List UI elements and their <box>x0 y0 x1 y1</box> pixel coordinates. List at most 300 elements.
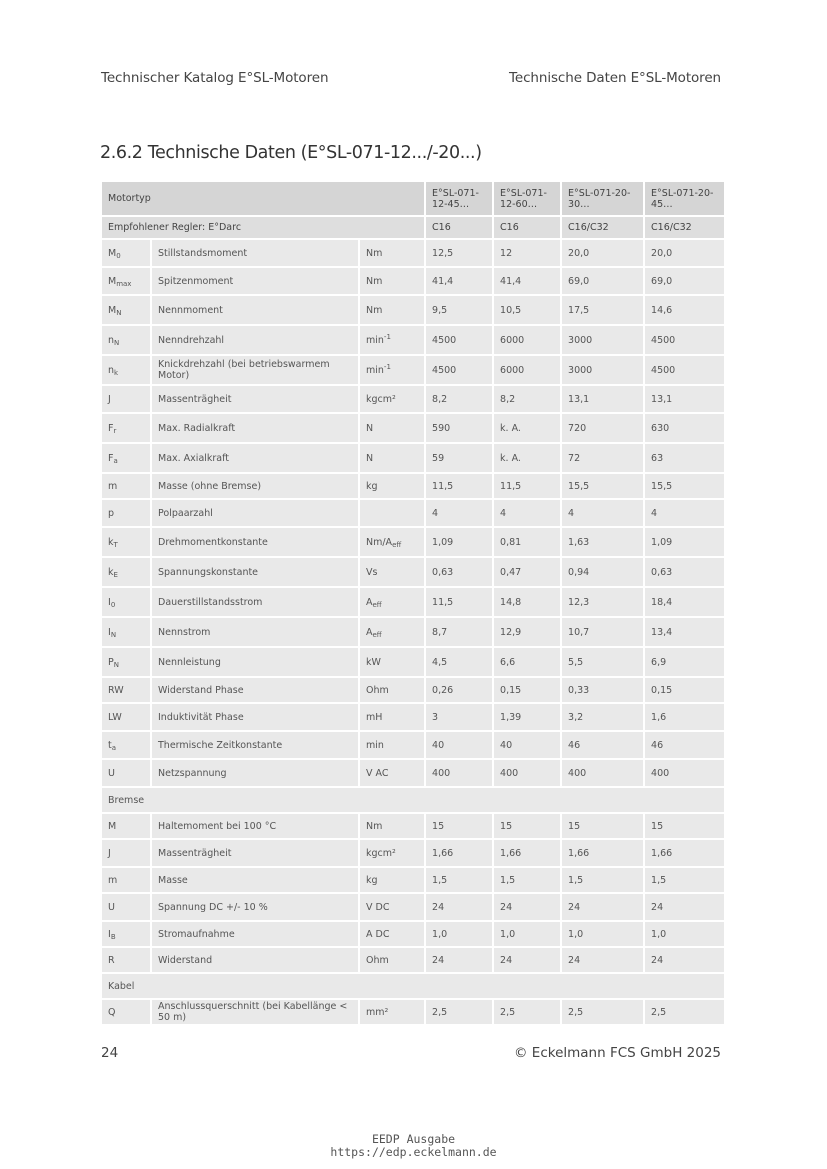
unit: kgcm² <box>366 393 396 405</box>
parameter-name: Max. Axialkraft <box>151 443 359 473</box>
symbol-cell <box>101 647 151 677</box>
unit-cell <box>359 617 425 647</box>
unit-subscript: eff <box>372 600 382 609</box>
symbol: M <box>108 820 117 832</box>
parameter-name: Spannungskonstante <box>151 557 359 587</box>
value-cell: 0,63 <box>644 557 725 587</box>
symbol: t <box>108 739 112 751</box>
table-row <box>101 703 725 731</box>
value-cell: 24 <box>493 893 561 921</box>
parameter-name: Massenträgheit <box>151 385 359 413</box>
symbol-subscript: max <box>116 279 132 288</box>
value-cell: 15,5 <box>644 473 725 499</box>
parameter-name: Thermische Zeitkonstante <box>151 731 359 759</box>
parameter-name: Dauerstillstandsstrom <box>151 587 359 617</box>
symbol-cell <box>101 557 151 587</box>
symbol-cell <box>101 839 151 867</box>
value-cell: 40 <box>425 731 493 759</box>
symbol-cell <box>101 355 151 385</box>
unit: A DC <box>366 928 390 940</box>
value-cell: 41,4 <box>425 267 493 295</box>
unit: Nm <box>366 304 383 316</box>
symbol-cell <box>101 473 151 499</box>
unit-cell <box>359 867 425 893</box>
unit-cell <box>359 731 425 759</box>
symbol-cell <box>101 385 151 413</box>
parameter-name: Nennstrom <box>151 617 359 647</box>
unit: kg <box>366 480 378 492</box>
value-cell: 15,5 <box>561 473 644 499</box>
symbol: RW <box>108 684 124 696</box>
value-cell: 1,66 <box>425 839 493 867</box>
symbol-cell <box>101 239 151 267</box>
value-cell: 24 <box>425 893 493 921</box>
unit: mm² <box>366 1006 389 1018</box>
unit-cell <box>359 893 425 921</box>
value-cell: 400 <box>644 759 725 787</box>
value-cell: 41,4 <box>493 267 561 295</box>
symbol-subscript: T <box>113 540 118 549</box>
unit: N <box>366 422 374 434</box>
symbol-cell <box>101 617 151 647</box>
unit-cell <box>359 947 425 973</box>
value-cell: 6000 <box>493 355 561 385</box>
value-cell: 400 <box>493 759 561 787</box>
symbol: F <box>108 422 114 434</box>
unit-subscript: eff <box>392 540 402 549</box>
value-cell: 18,4 <box>644 587 725 617</box>
symbol: p <box>108 507 115 519</box>
value-cell: 1,66 <box>493 839 561 867</box>
table-row <box>101 867 725 893</box>
value-cell: 15 <box>561 813 644 839</box>
unit-cell <box>359 295 425 325</box>
value-cell: 1,0 <box>561 921 644 947</box>
header-right: Technische Daten E°SL-Motoren <box>509 70 721 86</box>
unit: Ohm <box>366 684 389 696</box>
value-cell: 2,5 <box>425 999 493 1025</box>
symbol-cell <box>101 703 151 731</box>
table-header-row <box>101 181 725 216</box>
value-cell: 11,5 <box>425 587 493 617</box>
value-cell: k. A. <box>493 443 561 473</box>
value-cell: 1,5 <box>644 867 725 893</box>
header-left: Technischer Katalog E°SL-Motoren <box>101 70 329 86</box>
unit-cell <box>359 647 425 677</box>
parameter-name: Drehmomentkonstante <box>151 527 359 557</box>
value-cell: 0,26 <box>425 677 493 703</box>
value-cell: 72 <box>561 443 644 473</box>
value-cell: 8,7 <box>425 617 493 647</box>
value-cell: 6,6 <box>493 647 561 677</box>
symbol-subscript: a <box>113 456 118 465</box>
value-cell: 3000 <box>561 325 644 355</box>
unit-cell <box>359 759 425 787</box>
value-cell: 46 <box>561 731 644 759</box>
parameter-name: Anschlussquerschnitt (bei Kabellänge < 50 m) <box>151 999 359 1025</box>
parameter-name: Knickdrehzahl (bei betriebswarmem Motor) <box>151 355 359 385</box>
value-cell: 1,63 <box>561 527 644 557</box>
value-cell: 8,2 <box>493 385 561 413</box>
parameter-name: Widerstand Phase <box>151 677 359 703</box>
symbol-cell <box>101 587 151 617</box>
symbol-cell <box>101 499 151 527</box>
table-row <box>101 413 725 443</box>
value-cell: 9,5 <box>425 295 493 325</box>
table-row <box>101 239 725 267</box>
symbol: J <box>108 847 111 859</box>
symbol-cell <box>101 295 151 325</box>
parameter-name: Polpaarzahl <box>151 499 359 527</box>
symbol-cell <box>101 325 151 355</box>
value-cell: 59 <box>425 443 493 473</box>
value-cell: 69,0 <box>644 267 725 295</box>
value-cell: 69,0 <box>561 267 644 295</box>
value-cell: 11,5 <box>425 473 493 499</box>
parameter-name: Nennmoment <box>151 295 359 325</box>
value-cell: 10,7 <box>561 617 644 647</box>
table-row <box>101 839 725 867</box>
section-label: Bremse <box>101 787 725 813</box>
value-cell: 4500 <box>425 355 493 385</box>
unit-cell <box>359 921 425 947</box>
symbol-subscript: N <box>114 338 120 347</box>
value-cell: 0,81 <box>493 527 561 557</box>
symbol: I <box>108 626 111 638</box>
symbol: LW <box>108 711 122 723</box>
symbol-subscript: B <box>110 932 116 941</box>
table-row <box>101 385 725 413</box>
unit-cell <box>359 527 425 557</box>
parameter-name: Massenträgheit <box>151 839 359 867</box>
value-cell: 20,0 <box>644 239 725 267</box>
unit: kgcm² <box>366 847 396 859</box>
regler-value: C16/C32 <box>561 216 644 239</box>
value-cell: 4,5 <box>425 647 493 677</box>
value-cell: 590 <box>425 413 493 443</box>
symbol: M <box>108 275 117 287</box>
table-row <box>101 267 725 295</box>
value-cell: 11,5 <box>493 473 561 499</box>
parameter-name: Spannung DC +/- 10 % <box>151 893 359 921</box>
symbol-cell <box>101 947 151 973</box>
symbol-cell <box>101 267 151 295</box>
unit-cell <box>359 413 425 443</box>
parameter-name: Widerstand <box>151 947 359 973</box>
table-row <box>101 557 725 587</box>
unit-cell <box>359 239 425 267</box>
parameter-name: Nenndrehzahl <box>151 325 359 355</box>
value-cell: 6000 <box>493 325 561 355</box>
symbol-cell <box>101 413 151 443</box>
value-cell: 1,09 <box>425 527 493 557</box>
value-cell: 24 <box>493 947 561 973</box>
unit-cell <box>359 473 425 499</box>
unit-cell <box>359 703 425 731</box>
unit: A <box>366 626 373 638</box>
parameter-name: Induktivität Phase <box>151 703 359 731</box>
unit-cell <box>359 443 425 473</box>
parameter-name: Max. Radialkraft <box>151 413 359 443</box>
table-row <box>101 325 725 355</box>
value-cell: 24 <box>425 947 493 973</box>
unit: N <box>366 452 374 464</box>
column-header: E°SL-071-20-45… <box>644 181 725 216</box>
regler-row <box>101 216 725 239</box>
copyright: © Eckelmann FCS GmbH 2025 <box>514 1045 721 1061</box>
value-cell: 400 <box>561 759 644 787</box>
unit-superscript: -1 <box>383 362 391 371</box>
symbol-cell <box>101 893 151 921</box>
parameter-name: Spitzenmoment <box>151 267 359 295</box>
value-cell: 4 <box>425 499 493 527</box>
symbol-cell <box>101 999 151 1025</box>
unit-cell <box>359 499 425 527</box>
value-cell: 3000 <box>561 355 644 385</box>
value-cell: 1,0 <box>493 921 561 947</box>
symbol-subscript: a <box>111 743 117 752</box>
value-cell: 1,39 <box>493 703 561 731</box>
value-cell: 15 <box>493 813 561 839</box>
section-row <box>101 787 725 813</box>
unit: A <box>366 596 373 608</box>
unit-cell <box>359 557 425 587</box>
value-cell: 0,63 <box>425 557 493 587</box>
table-row <box>101 947 725 973</box>
symbol-cell <box>101 527 151 557</box>
value-cell: 24 <box>561 893 644 921</box>
value-cell: 1,0 <box>644 921 725 947</box>
parameter-name: Masse <box>151 867 359 893</box>
technical-data-table <box>100 180 726 1026</box>
unit: Ohm <box>366 954 389 966</box>
regler-value: C16 <box>493 216 561 239</box>
column-header: E°SL-071-20-30… <box>561 181 644 216</box>
value-cell: 12 <box>493 239 561 267</box>
table-row <box>101 893 725 921</box>
unit-cell <box>359 267 425 295</box>
value-cell: 4 <box>493 499 561 527</box>
symbol: F <box>108 452 114 464</box>
value-cell: 63 <box>644 443 725 473</box>
value-cell: 0,47 <box>493 557 561 587</box>
value-cell: k. A. <box>493 413 561 443</box>
symbol-subscript: r <box>113 426 117 435</box>
parameter-name: Haltemoment bei 100 °C <box>151 813 359 839</box>
unit: V DC <box>366 901 390 913</box>
table-row <box>101 759 725 787</box>
section-label: Kabel <box>101 973 725 999</box>
unit: mH <box>366 711 383 723</box>
value-cell: 720 <box>561 413 644 443</box>
table-row <box>101 355 725 385</box>
symbol: J <box>108 393 111 405</box>
value-cell: 0,94 <box>561 557 644 587</box>
symbol: R <box>108 954 115 966</box>
unit-cell <box>359 677 425 703</box>
symbol: M <box>108 247 117 259</box>
table-row <box>101 999 725 1025</box>
value-cell: 0,15 <box>644 677 725 703</box>
value-cell: 2,5 <box>561 999 644 1025</box>
value-cell: 13,1 <box>561 385 644 413</box>
table-row <box>101 677 725 703</box>
symbol-cell <box>101 443 151 473</box>
symbol-cell <box>101 921 151 947</box>
unit-subscript: eff <box>372 630 382 639</box>
regler-label: Empfohlener Regler: E°Darc <box>101 216 425 239</box>
value-cell: 1,5 <box>425 867 493 893</box>
value-cell: 1,0 <box>425 921 493 947</box>
value-cell: 4 <box>561 499 644 527</box>
symbol-cell <box>101 867 151 893</box>
table-row <box>101 443 725 473</box>
value-cell: 1,09 <box>644 527 725 557</box>
section-title: 2.6.2 Technische Daten (E°SL-071-12.../-20...) <box>100 143 482 163</box>
value-cell: 6,9 <box>644 647 725 677</box>
regler-value: C16 <box>425 216 493 239</box>
value-cell: 14,6 <box>644 295 725 325</box>
parameter-name: Stillstandsmoment <box>151 239 359 267</box>
symbol-subscript: 0 <box>110 600 116 609</box>
table-row <box>101 473 725 499</box>
symbol-subscript: N <box>116 308 122 317</box>
symbol-subscript: k <box>114 368 119 377</box>
page-number: 24 <box>101 1045 119 1061</box>
symbol: P <box>108 656 114 668</box>
symbol-subscript: 0 <box>116 251 121 260</box>
value-cell: 4500 <box>644 325 725 355</box>
symbol: n <box>108 334 115 346</box>
table-row <box>101 499 725 527</box>
value-cell: 4500 <box>425 325 493 355</box>
value-cell: 3,2 <box>561 703 644 731</box>
stamp-line-1: EEDP Ausgabe <box>371 1132 456 1146</box>
table-row <box>101 647 725 677</box>
symbol: k <box>108 536 114 548</box>
value-cell: 0,33 <box>561 677 644 703</box>
value-cell: 13,1 <box>644 385 725 413</box>
unit-cell <box>359 325 425 355</box>
symbol-cell <box>101 759 151 787</box>
symbol-subscript: N <box>113 660 119 669</box>
unit: Nm <box>366 275 383 287</box>
table-row <box>101 813 725 839</box>
value-cell: 15 <box>425 813 493 839</box>
symbol: m <box>108 874 118 886</box>
unit: Nm/A <box>366 536 393 548</box>
table-row <box>101 527 725 557</box>
unit: V AC <box>366 767 389 779</box>
unit-superscript: -1 <box>383 332 391 341</box>
unit: Nm <box>366 820 383 832</box>
unit: kg <box>366 874 378 886</box>
value-cell: 15 <box>644 813 725 839</box>
parameter-name: Netzspannung <box>151 759 359 787</box>
edition-stamp <box>0 1133 827 1159</box>
regler-value: C16/C32 <box>644 216 725 239</box>
unit: Nm <box>366 247 383 259</box>
symbol: M <box>108 304 117 316</box>
unit: min <box>366 739 384 751</box>
value-cell: 4500 <box>644 355 725 385</box>
motortyp-label: Motortyp <box>101 181 425 216</box>
table-row <box>101 731 725 759</box>
value-cell: 12,3 <box>561 587 644 617</box>
unit-cell <box>359 587 425 617</box>
value-cell: 20,0 <box>561 239 644 267</box>
value-cell: 400 <box>425 759 493 787</box>
value-cell: 12,9 <box>493 617 561 647</box>
symbol-cell <box>101 813 151 839</box>
symbol-subscript: E <box>113 570 118 579</box>
symbol: U <box>108 767 115 779</box>
value-cell: 3 <box>425 703 493 731</box>
unit-cell <box>359 839 425 867</box>
value-cell: 17,5 <box>561 295 644 325</box>
value-cell: 40 <box>493 731 561 759</box>
value-cell: 12,5 <box>425 239 493 267</box>
table-row <box>101 587 725 617</box>
symbol: k <box>108 566 114 578</box>
stamp-line-2: https://edp.eckelmann.de <box>330 1145 497 1159</box>
symbol-subscript: N <box>110 630 117 639</box>
value-cell: 1,5 <box>493 867 561 893</box>
value-cell: 5,5 <box>561 647 644 677</box>
symbol: m <box>108 480 118 492</box>
symbol-cell <box>101 731 151 759</box>
unit: min <box>366 364 384 376</box>
value-cell: 630 <box>644 413 725 443</box>
value-cell: 0,15 <box>493 677 561 703</box>
unit: kW <box>366 656 381 668</box>
value-cell: 8,2 <box>425 385 493 413</box>
table-row <box>101 295 725 325</box>
value-cell: 24 <box>561 947 644 973</box>
symbol: I <box>108 928 111 940</box>
unit-cell <box>359 355 425 385</box>
value-cell: 10,5 <box>493 295 561 325</box>
unit-cell <box>359 385 425 413</box>
value-cell: 13,4 <box>644 617 725 647</box>
value-cell: 1,5 <box>561 867 644 893</box>
symbol-cell <box>101 677 151 703</box>
section-row <box>101 973 725 999</box>
value-cell: 2,5 <box>493 999 561 1025</box>
parameter-name: Masse (ohne Bremse) <box>151 473 359 499</box>
unit: Vs <box>366 566 378 578</box>
value-cell: 1,66 <box>644 839 725 867</box>
value-cell: 46 <box>644 731 725 759</box>
column-header: E°SL-071-12-45… <box>425 181 493 216</box>
value-cell: 1,6 <box>644 703 725 731</box>
value-cell: 1,66 <box>561 839 644 867</box>
unit-cell <box>359 813 425 839</box>
symbol: n <box>108 364 115 376</box>
unit: min <box>366 334 384 346</box>
value-cell: 24 <box>644 893 725 921</box>
symbol: U <box>108 901 115 913</box>
table-row <box>101 921 725 947</box>
symbol: I <box>108 596 111 608</box>
table-row <box>101 617 725 647</box>
value-cell: 2,5 <box>644 999 725 1025</box>
value-cell: 4 <box>644 499 725 527</box>
value-cell: 24 <box>644 947 725 973</box>
symbol: Q <box>108 1006 116 1018</box>
parameter-name: Nennleistung <box>151 647 359 677</box>
unit-cell <box>359 999 425 1025</box>
